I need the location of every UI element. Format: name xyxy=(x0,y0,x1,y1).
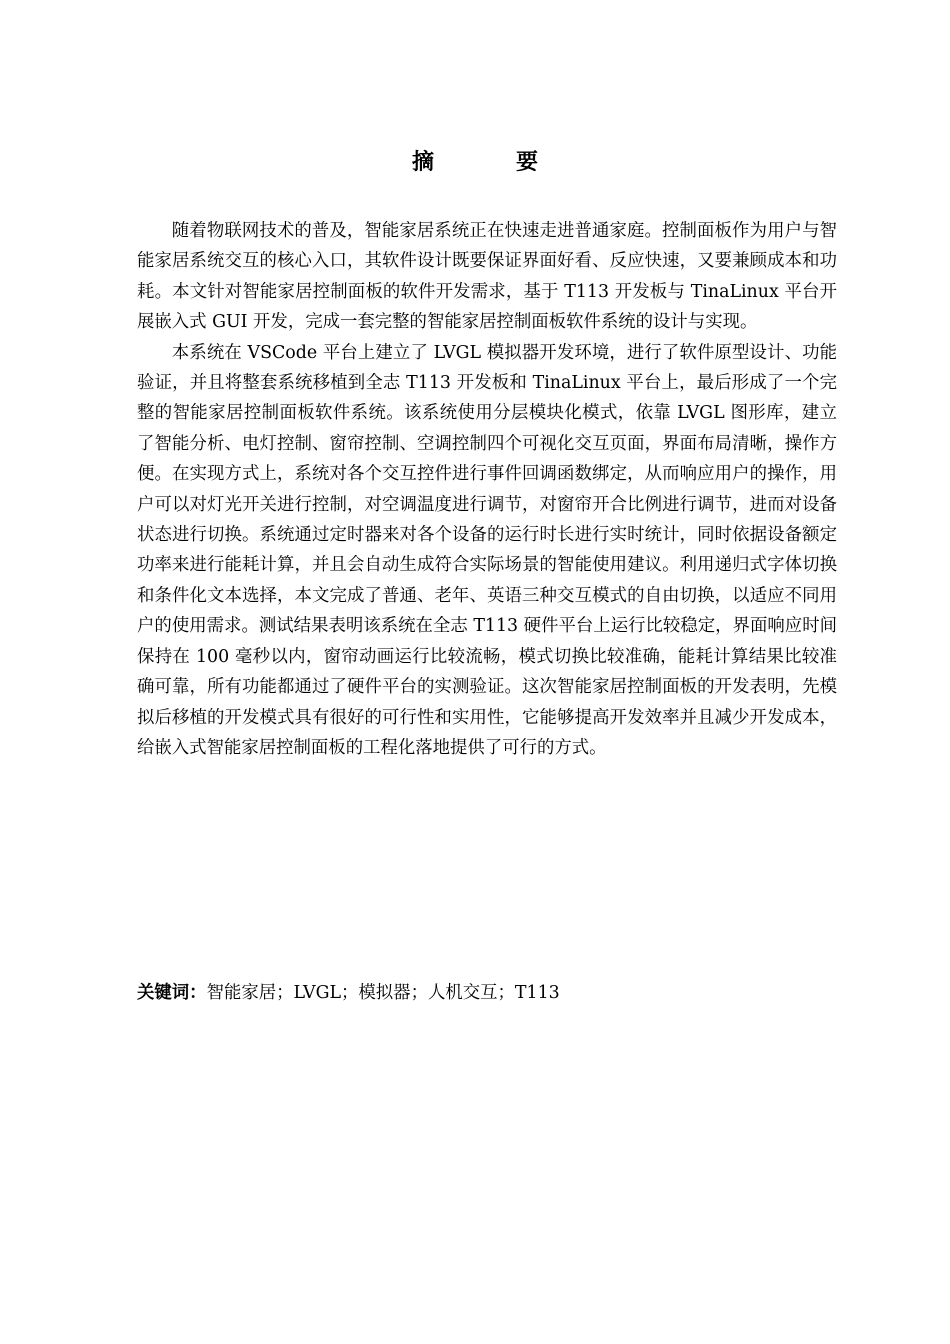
abstract-title: 摘 要 xyxy=(411,150,568,175)
keywords-text: 智能家居；LVGL；模拟器；人机交互；T113 xyxy=(206,983,560,1003)
abstract-paragraph-1: 随着物联网技术的普及，智能家居系统正在快速走进普通家庭。控制面板作为用户与智能家居系统交互的核心入口，其软件设计既要保证界面好看、反应快速，又要兼顾成本和功耗。本文针对智能家居控制面板的软件开发需求，基于 T113 开发板与 TinaLinux 平台开展嵌入式 GUI 开发，完成一套完整的智能家居控制面板软件系统的设计与实现。 xyxy=(137,221,837,333)
keywords-label: 关键词： xyxy=(137,983,207,1003)
abstract-paragraph-2: 本系统在 VSCode 平台上建立了 LVGL 模拟器开发环境，进行了软件原型设计、功能验证，并且将整套系统移植到全志 T113 开发板和 TinaLinux 平台上，最后形成了一个完整的智能家居控制面板软件系统。该系统使用分层模块化模式，依靠 LVGL 图形库，建立了智能分析、电灯控制、窗帘控制、空调控制四个可视化交互页面，界面布局清晰，操作方便。在实现方式上，系统对各个交互控件进行事件回调函数绑定，从而响应用户的操作，用户可以对灯光开关进行控制，对空调温度进行调节，对窗帘开合比例进行调节，进而对设备状态进行切换。系统通过定时器来对各个设备的运行时长进行实时统计，同时依据设备额定功率来进行能耗计算，并且会自动生成符合实际场景的智能使用建议。利用递归式字体切换和条件化文本选择，本文完成了普通、老年、英语三种交互模式的自由切换，以适应不同用户的使用需求。测试结果表明该系统在全志 T113 硬件平台上运行比较稳定，界面响应时间保持在 100 毫秒以内，窗帘动画运行比较流畅，模式切换比较准确，能耗计算结果比较准确可靠，所有功能都通过了硬件平台的实测验证。这次智能家居控制面板的开发表明，先模拟后移植的开发模式具有很好的可行性和实用性，它能够提高开发效率并且减少开发成本，给嵌入式智能家居控制面板的工程化落地提供了可行的方式。 xyxy=(137,342,837,758)
abstract-body xyxy=(137,216,837,763)
keywords-line xyxy=(137,978,837,1008)
